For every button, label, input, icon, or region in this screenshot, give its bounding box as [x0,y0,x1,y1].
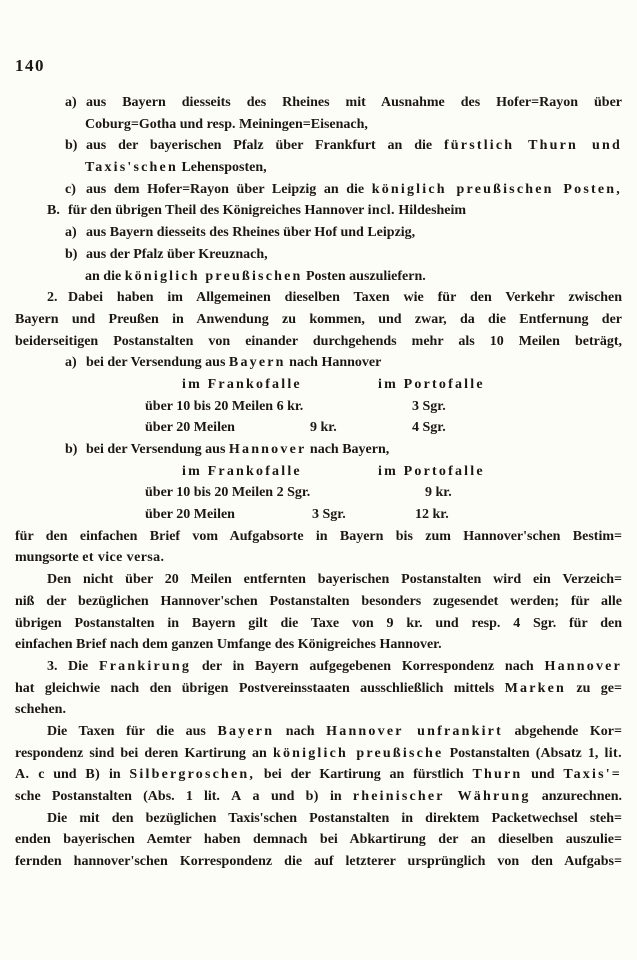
text-line [15,634,622,656]
text-segment: rheinischer Währung [352,789,531,804]
text-segment: in [100,767,130,783]
text-line [15,157,622,179]
text-line [15,374,622,396]
text-line [15,829,622,851]
text-segment: übrigen Postanstalten in Bayern gilt die Taxe von 9 kr. und resp. 4 Sgr. für den [15,615,622,631]
list-label: 3. [47,658,58,674]
list-label: b) [65,442,78,457]
text-segment: aus der Pfalz über Kreuznach, [86,246,268,262]
text-segment: Bayern und Preußen in Anwendung zu kommen, und zwar, da die Entfernung der [15,311,622,327]
text-line [15,179,622,201]
text-segment: Lehensposten, [177,160,267,176]
text-line [15,786,622,808]
text-segment: hat gleichwie nach den übrigen Postvereinsstaaten ausschließlich mittels [15,680,505,696]
list-label: a) [65,225,77,241]
text-line [15,92,622,114]
list-label: B. [47,203,60,219]
text-segment: 9 kr. [310,420,337,436]
text-segment: zu ge= [566,680,622,696]
text-segment: über 10 bis 20 Meilen 6 kr. [145,398,304,414]
text-segment: über 20 Meilen [145,507,235,523]
text-segment: und [522,767,564,783]
text-segment: nach Bayern, [306,442,390,457]
text-segment: königlich preußische [272,745,444,761]
text-segment: Hannover [228,442,307,457]
text-line [15,135,622,157]
text-segment: aus der bayerischen Pfalz über Frankfurt an die [86,138,444,154]
text-line [15,309,622,331]
text-line [15,526,622,548]
text-segment: aus Bayern diesseits des Rheines über Hof und Leipzig, [86,225,416,241]
text-segment: für den übrigen Theil des Königreiches Hannover [68,203,368,219]
text-segment: Den nicht über 20 Meilen entfernten bayerischen Postanstalten wird ein Verzeich= [47,572,622,588]
text-segment: Frankirung [99,658,192,674]
text-segment: bei der Kartirung an fürstlich [255,767,473,783]
text-line [15,678,622,700]
text-segment: königlich preußischen Posten, [371,181,622,197]
text-segment: Hannover [544,658,623,674]
text-segment: Hildesheim [394,203,467,219]
text-segment: lit. [604,745,623,761]
text-segment: et vice versa. [82,550,165,566]
text-segment: Posten auszuliefern. [302,268,426,284]
text-segment: 9 kr. [425,485,452,501]
text-segment: Taxis'= [563,767,622,783]
text-segment: Postanstalten (Absatz 1, [443,745,605,761]
text-line [15,396,622,418]
text-segment: 12 kr. [415,507,449,523]
text-segment: c und [29,767,86,783]
text-line [15,266,622,288]
text-line [15,699,622,721]
text-segment: A a [231,789,260,804]
text-segment: bei der Versendung aus [86,442,229,457]
text-line [15,352,622,374]
text-segment: B) [85,767,101,783]
text-segment: respondenz sind bei deren Kartirung an [15,745,273,761]
text-segment: Bayern [228,355,286,371]
text-line [15,656,622,678]
text-segment: im Frankofalle [182,376,302,392]
text-segment: fernden hannover'schen Korrespondenz die auf letzterer ursprünglich von den Aufgabs= [15,854,622,870]
text-segment: 3 Sgr. [412,398,446,414]
text-segment: und [259,789,306,804]
text-segment: abgehende Kor= [502,723,622,739]
text-line [15,200,622,222]
text-segment: niß der bezüglichen Hannover'schen Postanstalten besonders zugesendet werden; für alle [15,593,622,609]
text-segment: Die Taxen für die aus [47,723,218,739]
text-segment: im Portofalle [378,376,485,392]
text-segment: fürstlich Thurn und [443,138,622,154]
text-line [15,808,622,830]
text-segment: aus Bayern diesseits des Rheines mit Ausnahme des Hofer=Rayon über [86,95,622,110]
text-line [15,482,622,504]
list-label: a) [65,95,77,110]
text-segment: A. [15,767,30,783]
text-line [15,547,622,569]
text-segment: für den einfachen Brief vom Aufgabsorte in Bayern bis zum Hannover'schen Bestim= [15,528,622,544]
text-line [15,114,622,136]
text-line [15,569,622,591]
text-segment: Coburg=Gotha und resp. Meiningen=Eisenach, [85,116,368,132]
text-line [15,439,622,461]
list-label: a) [65,355,77,371]
page-number: 140 [15,56,45,75]
text-segment: schehen. [15,702,66,718]
text-segment: Bayern [217,723,275,739]
text-segment: sche Postanstalten (Abs. 1 lit. [15,789,232,804]
text-line [15,287,622,309]
text-line [15,591,622,613]
text-segment: Dabei haben im Allgemeinen dieselben Taxen wie für den Verkehr zwischen [68,290,622,306]
text-segment: der in Bayern aufgegebenen Korrespondenz nach [191,658,545,674]
text-segment: einfachen Brief nach dem ganzen Umfange des Königreiches Hannover. [15,637,442,653]
text-segment: über 20 Meilen [145,420,235,436]
text-segment: königlich preußischen [124,268,303,284]
text-segment: incl. [367,203,395,219]
text-segment: mungsorte [15,550,83,566]
list-label: 2. [47,290,58,306]
text-segment: nach Hannover [285,355,382,371]
text-segment: in [318,789,353,804]
text-line [15,721,622,743]
text-segment: bei der Versendung aus [86,355,229,371]
text-segment: Hannover unfrankirt [326,723,503,739]
text-segment: Thurn [472,767,523,783]
text-line [15,851,622,873]
text-segment: über 10 bis 20 Meilen 2 Sgr. [145,485,311,501]
text-line [15,244,622,266]
text-segment: im Frankofalle [182,463,302,479]
text-segment: Die [68,658,100,674]
text-segment: Marken [504,680,567,696]
document-lines [15,92,622,873]
text-line [15,331,622,353]
text-line [15,743,622,765]
text-segment: 3 Sgr. [312,507,346,523]
text-segment: im Portofalle [378,463,485,479]
text-line [15,764,622,786]
text-line [15,461,622,483]
text-line [15,417,622,439]
text-segment: an die [85,268,125,284]
text-segment: beiderseitigen Postanstalten von einander durchgehends mehr als 10 Meilen beträgt, [15,333,622,349]
text-line [15,222,622,244]
text-segment: Silbergroschen, [129,767,256,783]
list-label: c) [65,181,76,197]
list-label: b) [65,138,78,154]
text-segment: 4 Sgr. [412,420,446,436]
text-segment: b) [305,789,319,804]
text-line [15,504,622,526]
text-segment: anzurechnen. [530,789,622,804]
text-segment: Taxis'schen [85,160,178,176]
text-segment: Die mit den bezüglichen Taxis'schen Postanstalten in direktem Packetwechsel steh= [47,810,622,826]
list-label: b) [65,246,78,262]
text-line [15,613,622,635]
text-segment: nach [274,723,327,739]
text-segment: enden bayerischen Aemter haben demnach bei Abkartirung der an dieselben auszulie= [15,832,622,848]
text-segment: aus dem Hofer=Rayon über Leipzig an die [86,181,372,197]
